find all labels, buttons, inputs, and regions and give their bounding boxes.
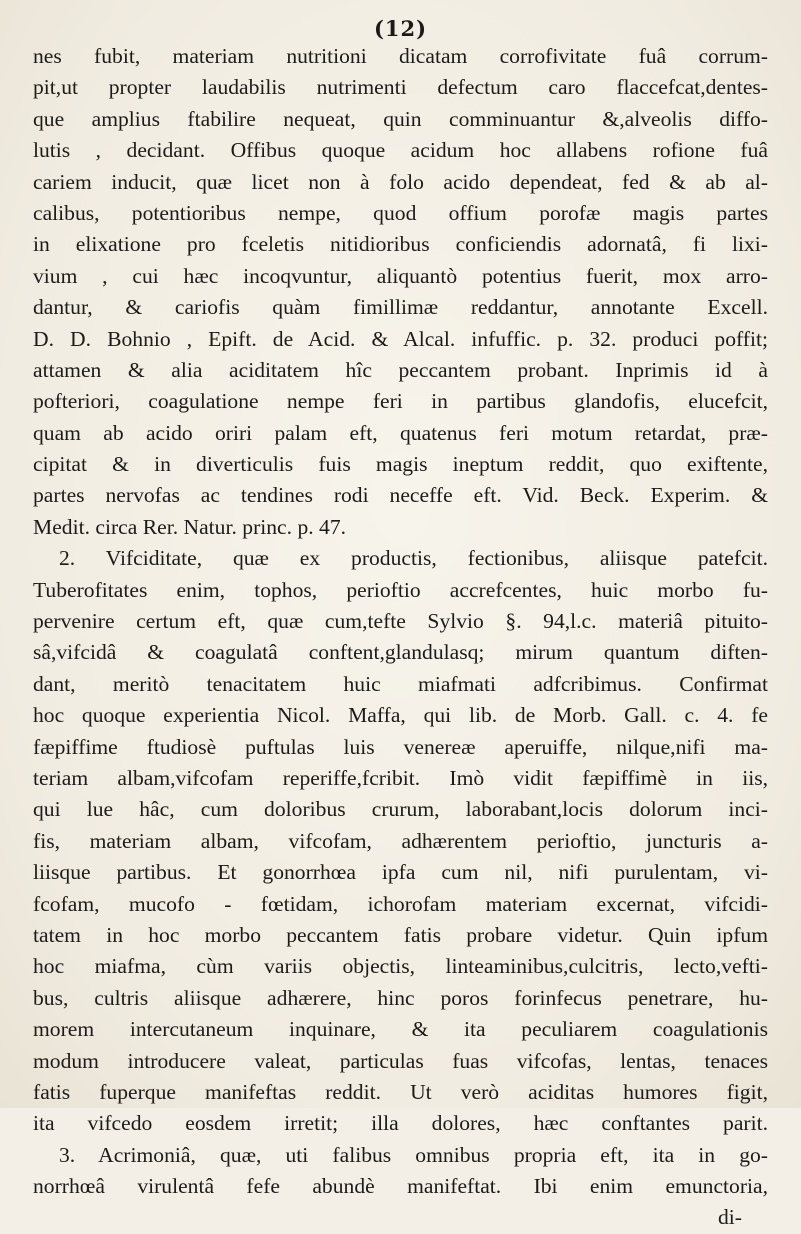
text-line: calibus, potentioribus nempe, quod offium porofæ magis partes <box>33 200 768 225</box>
text-line: fatis fuperque manifeftas reddit. Ut verò aciditas humores figit, <box>33 1079 768 1104</box>
text-line: partes nervofas ac tendines rodi neceffe eft. Vid. Beck. Experim. & <box>33 483 768 508</box>
text-line: pervenire certum eft, quæ cum,tefte Sylvio §. 94,l.c. materiâ pituito- <box>33 609 768 634</box>
text-line: attamen & alia aciditatem hîc peccantem probant. Inprimis id à <box>33 357 768 382</box>
text-line: D. D. Bohnio , Epift. de Acid. & Alcal. infuffic. p. 32. produci poffit; <box>33 326 768 351</box>
text-line: pit,ut propter laudabilis nutrimenti defectum caro flaccefcat,dentes- <box>33 75 768 100</box>
text-line: lutis , decidant. Offibus quoque acidum hoc allabens rofione fuâ <box>33 138 768 163</box>
text-line: in elixatione pro fceletis nitidioribus conficiendis adornatâ, fi lixi- <box>33 232 768 257</box>
text-line: bus, cultris aliisque adhærere, hinc poros forinfecus penetrare, hu- <box>33 985 768 1010</box>
body-text <box>33 41 768 1234</box>
text-line: teriam albam,vifcofam reperiffe,fcribit. Imò vidit fæpiffimè in iis, <box>33 765 768 790</box>
text-line: fis, materiam albam, vifcofam, adhærentem perioftio, juncturis a- <box>33 828 768 853</box>
text-line: liisque partibus. Et gonorrhœa ipfa cum nil, nifi purulentam, vi- <box>33 860 768 885</box>
text-line: ita vifcedo eosdem irretit; illa dolores, hæc conftantes parit. <box>33 1111 768 1136</box>
text-line: vium , cui hæc incoqvuntur, aliquantò potentius fuerit, mox arro- <box>33 263 768 288</box>
text-line: fæpiffime ftudiosè puftulas luis venereæ aperuiffe, nilque,nifi ma- <box>33 734 768 759</box>
text-line: dantur, & cariofis quàm fimillimæ reddantur, annotante Excell. <box>33 295 768 320</box>
page-number: (12) <box>373 16 428 41</box>
text-line: hoc quoque experientia Nicol. Maffa, qui lib. de Morb. Gall. c. 4. fe <box>33 703 768 728</box>
text-line: Medit. circa Rer. Natur. princ. p. 47. <box>33 514 347 539</box>
text-line: Tuberofitates enim, tophos, perioftio accrefcentes, huic morbo fu- <box>33 577 768 602</box>
text-line: cipitat & in diverticulis fuis magis ineptum reddit, quo exiftente, <box>33 452 768 477</box>
text-line: norrhœâ virulentâ fefe abundè manifeftat. Ibi enim emunctoria, <box>33 1174 768 1199</box>
text-line: pofteriori, coagulatione nempe feri in partibus glandofis, elucefcit, <box>33 389 768 414</box>
text-line: morem intercutaneum inquinare, & ita peculiarem coagulationis <box>33 1017 768 1042</box>
text-line: cariem inducit, quæ licet non à folo acido dependeat, fed & ab al- <box>33 169 768 194</box>
text-line: quam ab acido oriri palam eft, quatenus feri motum retardat, præ- <box>33 420 768 445</box>
paragraph-start-line: 3. Acrimoniâ, quæ, uti falibus omnibus propria eft, ita in go- <box>59 1142 768 1167</box>
text-line: hoc miafma, cùm variis objectis, linteaminibus,culcitris, lecto,vefti- <box>33 954 768 979</box>
text-line: modum introducere valeat, particulas fuas vifcofas, lentas, tenaces <box>33 1048 768 1073</box>
text-line: tatem in hoc morbo peccantem fatis probare videtur. Quin ipfum <box>33 922 768 947</box>
text-line: qui lue hâc, cum doloribus crurum, laborabant,locis dolorum inci- <box>33 797 768 822</box>
catchword: di- <box>718 1205 742 1230</box>
text-line: nes fubit, materiam nutritioni dicatam corrofivitate fuâ corrum- <box>33 44 768 68</box>
paragraph-start-line: 2. Vifciditate, quæ ex productis, fectionibus, aliisque patefcit. <box>59 546 768 571</box>
text-line: dant, meritò tenacitatem huic miafmati adfcribimus. Confirmat <box>33 671 768 696</box>
text-line: sâ,vifcidâ & coagulatâ conftent,glandulasq; mirum quantum diften- <box>33 640 768 665</box>
text-line: que amplius ftabilire nequeat, quin comminuantur &,alveolis diffo- <box>33 106 768 131</box>
text-line: fcofam, mucofo - fœtidam, ichorofam materiam excernat, vifcidi- <box>33 891 768 916</box>
